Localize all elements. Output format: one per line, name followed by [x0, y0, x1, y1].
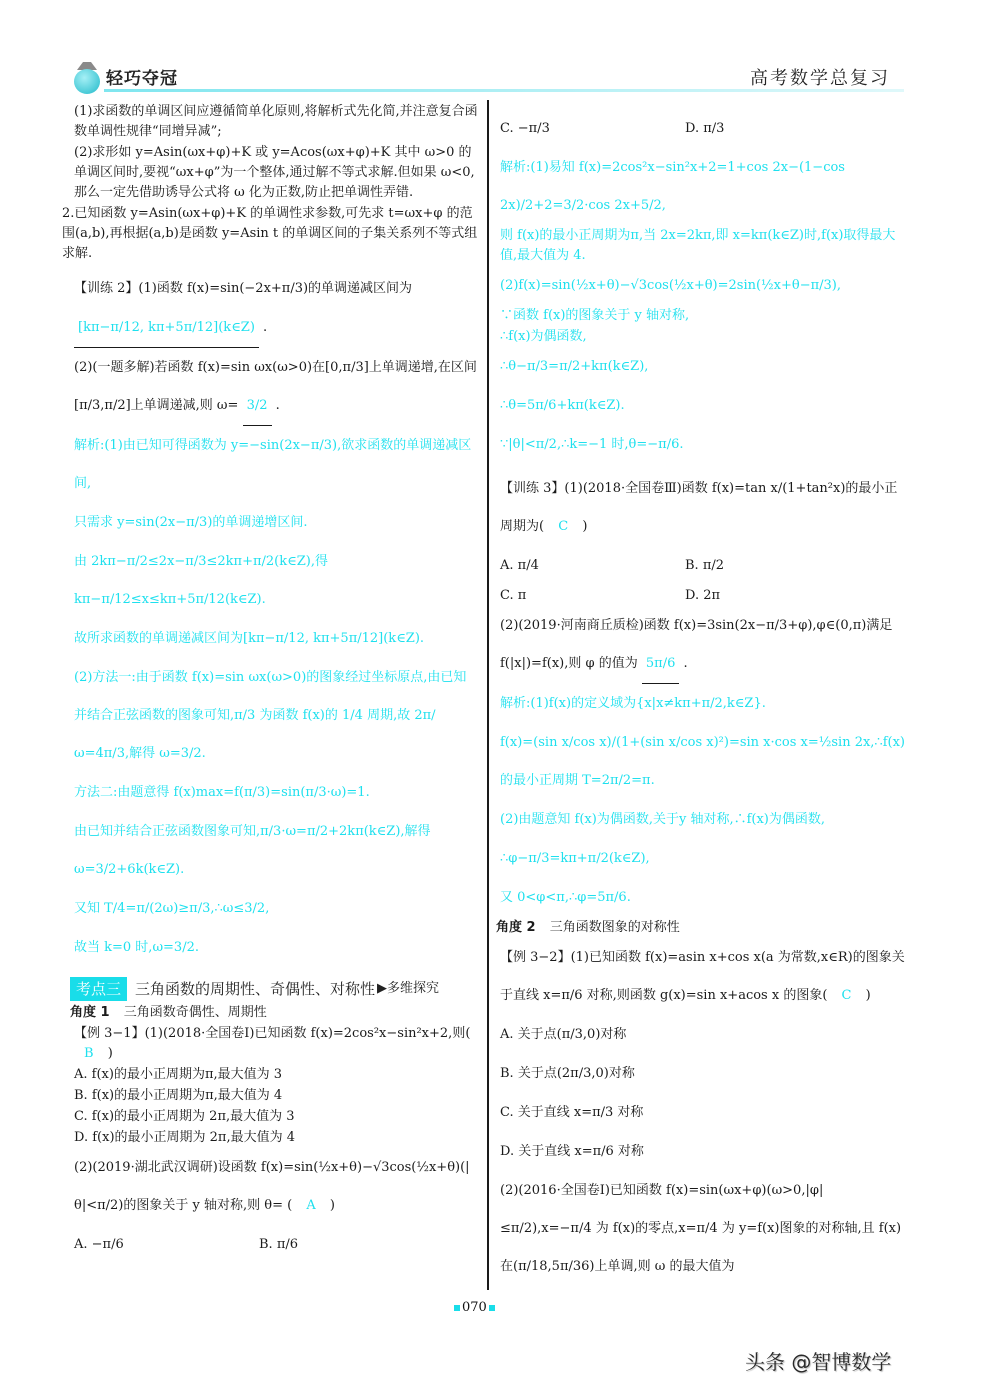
- option-b: B. π/6: [259, 1237, 299, 1252]
- option-d: D. π/3: [685, 121, 725, 136]
- topic-more: ▶多维探究: [377, 981, 440, 996]
- solution-line: (2)f(x)=sin(½x+θ)−√3cos(½x+θ)=2sin(½x+θ−π/3),: [500, 278, 841, 293]
- solution-line: 由 2kπ−π/2≤2x−π/3≤2kπ+π/2(k∈Z),得 kπ−π/12≤x≤kπ+5π/12(k∈Z).: [74, 554, 328, 607]
- ex32-option: C. 关于直线 x=π/3 对称: [500, 1105, 644, 1120]
- solution-line: 解析:(1)f(x)的定义域为{x|x≠kπ+π/2,k∈Z}.: [500, 696, 766, 711]
- solution-line: ∴f(x)为偶函数,: [500, 329, 587, 344]
- train2-q2-answer: 3/2: [243, 387, 272, 426]
- solution-line: 故所求函数的单调递减区间为[kπ−π/12, kπ+5π/12](k∈Z).: [74, 631, 425, 646]
- paren-close: ): [107, 1046, 113, 1061]
- ex31-q1: [74, 1024, 479, 1064]
- left-column: [62, 102, 479, 1265]
- ex31-option: A. f(x)的最小正周期为π,最大值为 3: [74, 1067, 283, 1082]
- solution-line: 又 0<φ<π,∴φ=5π/6.: [500, 890, 631, 905]
- page-marker-icon: [454, 1305, 460, 1311]
- paren-close: ): [865, 988, 871, 1003]
- train3-q2: (2)(2019·河南商丘质检)函数 f(x)=3sin(2x−π/3+φ),φ∈(0,π)满足 f(|x|)=f(x),则 φ 的值为 5π/6 .: [500, 607, 905, 684]
- solution-line: 又知 T/4=π/(2ω)≥π/3,∴ω≤3/2,: [74, 901, 270, 916]
- ex31-option: D. f(x)的最小正周期为 2π,最大值为 4: [74, 1130, 295, 1145]
- train3-q2-answer: 5π/6: [642, 645, 679, 684]
- ex31-solution: [500, 149, 905, 464]
- ex32-option: D. 关于直线 x=π/6 对称: [500, 1144, 644, 1159]
- train3-q1-answer: C: [558, 519, 569, 534]
- paren-close: ): [582, 519, 588, 534]
- ex32-q1: [500, 939, 905, 1015]
- solution-line: 由已知并结合正弦函数图象可知,π/3·ω=π/2+2kπ(k∈Z),解得 ω=3/2+6k(k∈Z).: [74, 824, 431, 877]
- ex32-option: A. 关于点(π/3,0)对称: [500, 1027, 627, 1042]
- angle-2-heading: [496, 918, 905, 938]
- option-c: C. π: [500, 588, 527, 603]
- ex31-option: C. f(x)的最小正周期为 2π,最大值为 3: [74, 1109, 295, 1124]
- ex31-option: B. f(x)的最小正周期为π,最大值为 4: [74, 1088, 283, 1103]
- train2-q1-answer-row: [kπ−π/12, kπ+5π/12](k∈Z) .: [74, 309, 479, 348]
- angle-1-label: 角度 1: [70, 1005, 110, 1020]
- topic-tag: 考点三: [70, 977, 127, 1001]
- page-header: [64, 58, 904, 94]
- solution-line: ∴θ−π/3=π/2+kπ(k∈Z),: [500, 359, 649, 374]
- solution-line: 解析:(1)易知 f(x)=2cos²x−sin²x+2=1+cos 2x−(1−cos 2x)/2+2=3/2·cos 2x+5/2,: [500, 160, 845, 213]
- topic-heading: [70, 977, 479, 1001]
- solution-line: ∵|θ|<π/2,∴k=−1 时,θ=−π/6.: [500, 437, 684, 452]
- angle-2-title: 三角函数图象的对称性: [549, 920, 680, 935]
- train3-q1: [500, 470, 905, 546]
- solution-line: ∵函数 f(x)的图象关于 y 轴对称,: [500, 308, 690, 323]
- train2-q2: (2)(一题多解)若函数 f(x)=sin ωx(ω>0)在[0,π/3]上单调递增,在区间[π/3,π/2]上单调递减,则 ω= 3/2 .: [74, 349, 479, 426]
- solution-line: 则 f(x)的最小正周期为π,当 2x=2kπ,即 x=kπ(k∈Z)时,f(x)取得最大值,最大值为 4.: [500, 228, 896, 263]
- train3-options-row1: [500, 547, 905, 585]
- angle-1-heading: [70, 1003, 479, 1023]
- page-number-text: 070: [462, 1300, 487, 1315]
- ex31-q2: (2)(2019·湖北武汉调研)设函数 f(x)=sin(½x+θ)−√3cos(½x+θ)(|θ|<π/2)的图象关于 y 轴对称,则 θ= ( A ): [74, 1160, 470, 1213]
- tip-1: (1)求函数的单调区间应遵循简单化原则,将解析式先化简,并注意复合函数单调性规律“同增异减”;: [74, 104, 478, 139]
- tip-3: 2.已知函数 y=Asin(ωx+φ)+K 的单调性求参数,可先求 t=ωx+φ 的范围(a,b),再根据(a,b)是函数 y=Asin t 的单调区间的子集关系列不等式组求解.: [62, 206, 478, 261]
- brand-logo-icon: [72, 62, 102, 94]
- solution-line: (2)由题意知 f(x)为偶函数,关于y 轴对称,∴f(x)为偶函数,: [500, 812, 825, 827]
- ex31-q2-options-cont: [500, 110, 905, 148]
- train3-q1-text: 【训练 3】(1)(2018·全国卷Ⅲ)函数 f(x)=tan x/(1+tan²x)的最小正周期为(: [500, 481, 898, 534]
- train2-q1-answer: [kπ−π/12, kπ+5π/12](k∈Z): [74, 309, 259, 348]
- ex31-q1-text: 【例 3−1】(1)(2018·全国卷Ⅰ)已知函数 f(x)=2cos²x−sin²x+2,则(: [74, 1026, 471, 1041]
- ex31-q2-text: (2)(2019·湖北武汉调研)设函数 f(x)=sin(½x+θ)−√3cos(½x+θ)(|θ|<π/2)的图象关于 y 轴对称,则 θ=: [74, 1160, 470, 1213]
- solution-line: 方法二:由题意得 f(x)max=f(π/3)=sin(π/3·ω)=1.: [74, 785, 370, 800]
- option-d: D. 2π: [685, 588, 721, 603]
- ex32-q1-text: 【例 3−2】(1)已知函数 f(x)=asin x+cos x(a 为常数,x∈R)的图象关于直线 x=π/6 对称,则函数 g(x)=sin x+acos x 的图象(: [500, 950, 905, 1003]
- header-rule: [104, 89, 904, 92]
- solution-line: ∴θ=5π/6+kπ(k∈Z).: [500, 398, 625, 413]
- book-subject: 高考数学总复习: [750, 68, 890, 89]
- brand-name: 轻巧夺冠: [106, 69, 178, 89]
- angle-2-label: 角度 2: [496, 920, 536, 935]
- ex31-q1-answer: B: [84, 1046, 94, 1061]
- train2-q1: [74, 270, 479, 308]
- solution-line: f(x)=(sin x/cos x)/(1+(sin x/cos x)²)=sin x·cos x=½sin 2x,∴f(x)的最小正周期 T=2π/2=π.: [500, 735, 905, 788]
- logo-ball-icon: [74, 69, 100, 94]
- solution-line: ∴φ−π/3=kπ+π/2(k∈Z),: [500, 851, 650, 866]
- option-a: A. π/4: [500, 558, 539, 573]
- watermark: 头条 @智博数学: [745, 1350, 892, 1374]
- option-a: A. −π/6: [74, 1237, 124, 1252]
- solution-line: (2)方法一:由于函数 f(x)=sin ωx(ω>0)的图象经过坐标原点,由已知并结合正弦函数的图象可知,π/3 为函数 f(x)的 1/4 周期,故 2π/ω=4π/3,解得 ω=3/2.: [74, 670, 467, 761]
- solution-line: 故当 k=0 时,ω=3/2.: [74, 940, 199, 955]
- topic-title: 三角函数的周期性、奇偶性、对称性: [135, 980, 376, 998]
- option-b: B. π/2: [685, 558, 725, 573]
- tip-2: (2)求形如 y=Asin(ωx+φ)+K 或 y=Acos(ωx+φ)+K 其中 ω>0 的单调区间时,要视“ωx+φ”为一个整体,通过解不等式求解.但如果 ω<0,那么一定先借助诱导公式将 ω 化为正数,防止把单调性弄错.: [74, 145, 475, 200]
- train2-solution: [74, 427, 479, 967]
- ex32-q2: (2)(2016·全国卷Ⅰ)已知函数 f(x)=sin(ωx+φ)(ω>0,|φ|≤π/2),x=−π/4 为 f(x)的零点,x=π/4 为 y=f(x)图象的对称轴,且 f(x)在(π/18,5π/36)上单调,则 ω 的最大值为: [500, 1183, 902, 1274]
- ex31-q2-options: [74, 1226, 479, 1264]
- ex31-q2-answer: A: [306, 1198, 316, 1213]
- ex32-q1-answer: C: [841, 988, 852, 1003]
- train2-q1-text: 【训练 2】(1)函数 f(x)=sin(−2x+π/3)的单调递减区间为: [74, 281, 413, 296]
- page-number: [452, 1300, 497, 1315]
- angle-1-title: 三角函数奇偶性、周期性: [123, 1005, 267, 1020]
- page-marker-icon: [489, 1305, 495, 1311]
- right-column: [496, 110, 905, 1287]
- train3-q2-text: (2)(2019·河南商丘质检)函数 f(x)=3sin(2x−π/3+φ),φ∈(0,π)满足 f(|x|)=f(x),则 φ 的值为: [500, 618, 893, 671]
- solution-line: 解析:(1)由已知可得函数为 y=−sin(2x−π/3),欲求函数的单调递减区间,: [74, 438, 472, 491]
- solution-line: 只需求 y=sin(2x−π/3)的单调递增区间.: [74, 515, 308, 530]
- train3-solution: [500, 685, 905, 917]
- train2-q2-text: (2)(一题多解)若函数 f(x)=sin ωx(ω>0)在[0,π/3]上单调递增,在区间[π/3,π/2]上单调递减,则 ω=: [74, 360, 477, 413]
- option-c: C. −π/3: [500, 121, 550, 136]
- column-divider: [487, 100, 489, 1290]
- ex32-option: B. 关于点(2π/3,0)对称: [500, 1066, 635, 1081]
- train3-options-row2: [500, 586, 905, 606]
